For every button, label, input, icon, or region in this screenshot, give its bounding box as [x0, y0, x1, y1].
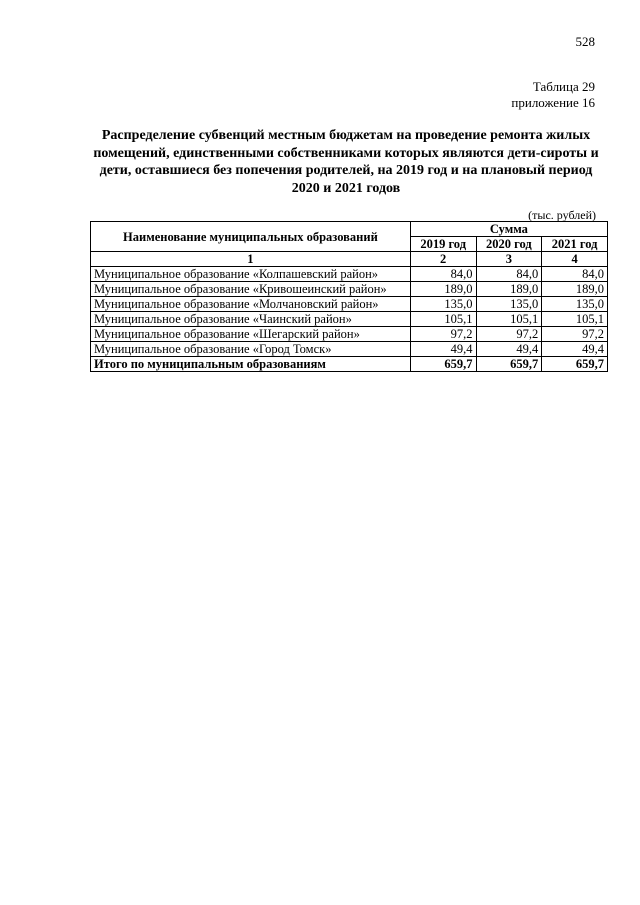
- column-number-3: 3: [476, 252, 542, 267]
- amount-2020: 49,4: [476, 342, 542, 357]
- amount-2021: 97,2: [542, 327, 608, 342]
- total-label: Итого по муниципальным образованиям: [91, 357, 411, 372]
- table-row: [91, 297, 608, 312]
- table-number: Таблица 29: [532, 79, 595, 94]
- amount-2019: 97,2: [410, 327, 476, 342]
- column-header-sum: Сумма: [410, 222, 607, 237]
- amount-2019: 135,0: [410, 297, 476, 312]
- appendix-label: приложение 16: [511, 95, 595, 110]
- table-total-row: [91, 357, 608, 372]
- column-number-4: 4: [542, 252, 608, 267]
- column-header-2019: 2019 год: [410, 237, 476, 252]
- amount-2019: 84,0: [410, 267, 476, 282]
- municipality-name: Муниципальное образование «Кривошеинский район»: [91, 282, 411, 297]
- table-row: [91, 342, 608, 357]
- amount-2021: 189,0: [542, 282, 608, 297]
- municipality-name: Муниципальное образование «Шегарский район»: [91, 327, 411, 342]
- amount-2021: 84,0: [542, 267, 608, 282]
- amount-2019: 189,0: [410, 282, 476, 297]
- table-header-row: [91, 222, 608, 237]
- document-title: Распределение субвенций местным бюджетам на проведение ремонта жилых помещений, единственными собственниками которых являются дети-сироты и дети, оставшиеся без попечения родителей, на 2019 год и на плановый период 2020 и 2021 годов: [93, 128, 599, 196]
- total-2019: 659,7: [410, 357, 476, 372]
- amount-2021: 105,1: [542, 312, 608, 327]
- amount-2021: 135,0: [542, 297, 608, 312]
- total-2021: 659,7: [542, 357, 608, 372]
- municipality-name: Муниципальное образование «Чаинский район»: [91, 312, 411, 327]
- table-row: [91, 312, 608, 327]
- column-header-2021: 2021 год: [542, 237, 608, 252]
- subsidy-table: [90, 221, 608, 372]
- amount-2021: 49,4: [542, 342, 608, 357]
- amount-2020: 135,0: [476, 297, 542, 312]
- total-2020: 659,7: [476, 357, 542, 372]
- amount-2020: 189,0: [476, 282, 542, 297]
- column-number-2: 2: [410, 252, 476, 267]
- table-caption: [511, 79, 595, 111]
- table-number-row: [91, 252, 608, 267]
- page-number: 528: [575, 34, 595, 49]
- table-row: [91, 282, 608, 297]
- column-header-2020: 2020 год: [476, 237, 542, 252]
- column-header-name: Наименование муниципальных образований: [91, 222, 411, 252]
- amount-2020: 105,1: [476, 312, 542, 327]
- municipality-name: Муниципальное образование «Город Томск»: [91, 342, 411, 357]
- amount-2020: 97,2: [476, 327, 542, 342]
- municipality-name: Муниципальное образование «Молчановский район»: [91, 297, 411, 312]
- municipality-name: Муниципальное образование «Колпашевский район»: [91, 267, 411, 282]
- amount-2019: 105,1: [410, 312, 476, 327]
- column-number-1: 1: [91, 252, 411, 267]
- amount-2019: 49,4: [410, 342, 476, 357]
- table-row: [91, 327, 608, 342]
- units-label: (тыс. рублей): [528, 208, 596, 222]
- amount-2020: 84,0: [476, 267, 542, 282]
- table-row: [91, 267, 608, 282]
